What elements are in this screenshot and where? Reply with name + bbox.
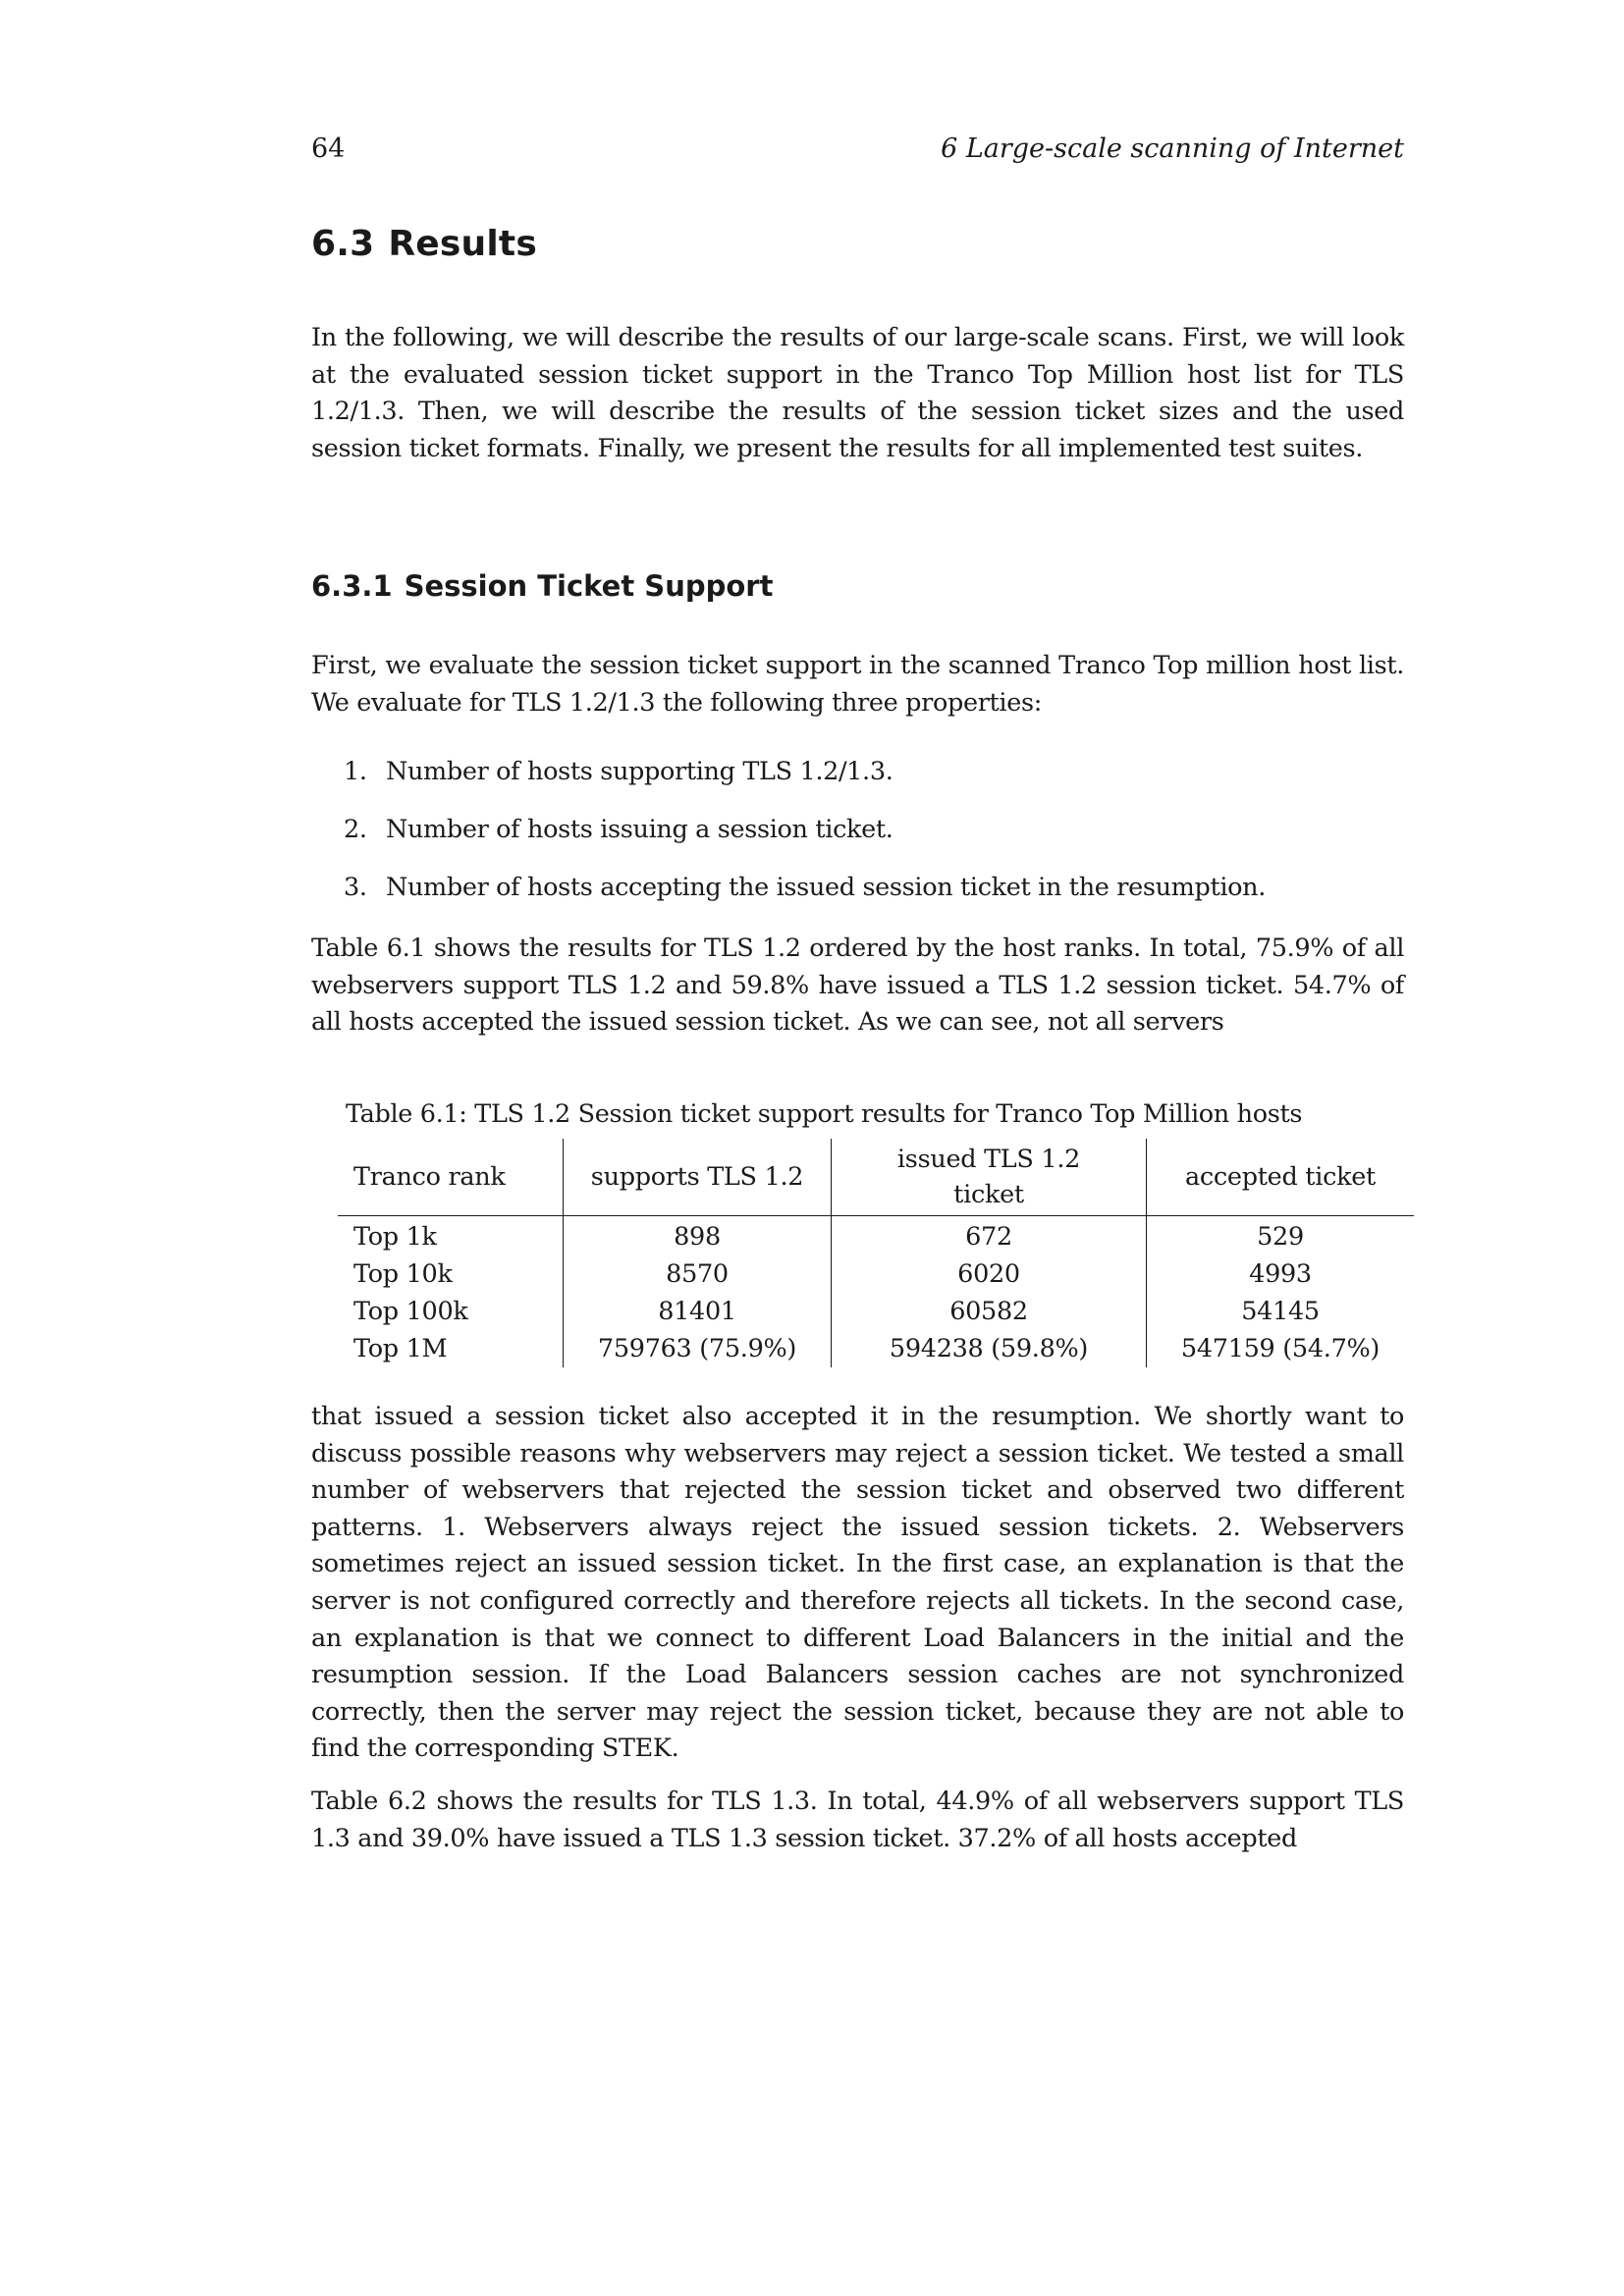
paragraph-tls12-results: Table 6.1 shows the results for TLS 1.2 ordered by the host ranks. In total, 75.9% of all webservers support TLS 1.2 and 59.8% have issued a TLS 1.2 session ticket. 54.7% of all hosts accepted the issued session ticket. As we can see, not all servers — [311, 934, 1404, 1038]
section-title: Results — [388, 224, 537, 264]
paragraph-tls13-results: Table 6.2 shows the results for TLS 1.3. In total, 44.9% of all webservers support TLS 1.3 and 39.0% have issued a TLS 1.3 session ticket. 37.2% of all hosts accepted — [311, 1787, 1404, 1853]
cell-rank: Top 100k — [353, 1297, 468, 1326]
cell-rank: Top 10k — [353, 1259, 453, 1289]
list-marker: 2. — [344, 815, 367, 844]
section-number: 6.3 — [311, 224, 375, 264]
cell-issued: 594238 (59.8%) — [832, 1330, 1147, 1367]
subsection-number: 6.3.1 — [311, 569, 393, 603]
intro-paragraph: In the following, we will describe the results of our large-scale scans. First, we will look at the evaluated session ticket support in the Tranco Top Million host list for TLS 1.2/1.3. Then, we will describe the results of the session ticket sizes and the used session ticket formats. Finally, we present the results for all implemented test suites. — [311, 323, 1404, 463]
properties-list — [311, 754, 1404, 928]
column-header-accepted: accepted ticket — [1147, 1139, 1415, 1216]
cell-accepted: 54145 — [1147, 1293, 1415, 1330]
chapter-title: 6 Large-scale scanning of Internet — [941, 133, 1404, 164]
paragraph-properties-intro: First, we evaluate the session ticket support in the scanned Tranco Top million host list. We evaluate for TLS 1.2/1.3 the following three properties: — [311, 651, 1404, 718]
cell-accepted: 4993 — [1147, 1255, 1415, 1293]
table-row — [338, 1255, 1414, 1293]
cell-supports: 898 — [564, 1216, 832, 1256]
cell-issued: 672 — [832, 1216, 1147, 1256]
cell-accepted: 529 — [1147, 1216, 1415, 1256]
list-item — [311, 870, 1404, 928]
list-item — [311, 754, 1404, 812]
cell-supports: 8570 — [564, 1255, 832, 1293]
cell-issued: 6020 — [832, 1255, 1147, 1293]
table-header-row — [338, 1139, 1414, 1216]
list-item-text: Number of hosts accepting the issued session ticket in the resumption. — [386, 873, 1266, 902]
cell-accepted: 547159 (54.7%) — [1147, 1330, 1415, 1367]
running-header — [311, 133, 1404, 173]
list-item-text: Number of hosts issuing a session ticket. — [386, 815, 893, 844]
results-table — [338, 1139, 1414, 1367]
list-item-text: Number of hosts supporting TLS 1.2/1.3. — [386, 757, 893, 786]
section-heading — [311, 224, 537, 264]
cell-supports: 81401 — [564, 1293, 832, 1330]
cell-rank: Top 1M — [353, 1334, 448, 1363]
cell-rank: Top 1k — [353, 1222, 437, 1252]
cell-issued: 60582 — [832, 1293, 1147, 1330]
subsection-title: Session Ticket Support — [404, 569, 774, 603]
column-header-issued — [832, 1139, 1147, 1216]
table-row — [338, 1293, 1414, 1330]
table-row — [338, 1216, 1414, 1256]
paragraph-rejection-discussion: that issued a session ticket also accepted it in the resumption. We shortly want to discuss possible reasons why webservers may reject a session ticket. We tested a small number of webservers that rejected the session ticket and observed two different patterns. 1. Webservers always reject the issued session tickets. 2. Webservers sometimes reject an issued session ticket. In the first case, an explanation is that the server is not configured correctly and therefore rejects all tickets. In the second case, an explanation is that we connect to different Load Balancers in the initial and the resumption session. If the Load Balancers session caches are not synchronized correctly, then the server may reject the session ticket, because they are not able to find the corresponding STEK. — [311, 1402, 1404, 1764]
cell-supports: 759763 (75.9%) — [564, 1330, 832, 1367]
table-row — [338, 1330, 1414, 1367]
column-header-rank: Tranco rank — [338, 1139, 564, 1216]
page-number: 64 — [311, 133, 346, 164]
list-marker: 3. — [344, 873, 367, 902]
subsection-heading — [311, 569, 773, 603]
list-item — [311, 812, 1404, 870]
column-header-issued-text: issued TLS 1.2 ticket — [896, 1145, 1081, 1209]
table-caption: Table 6.1: TLS 1.2 Session ticket support results for Tranco Top Million hosts — [346, 1099, 1303, 1129]
list-marker: 1. — [344, 757, 367, 786]
column-header-supports: supports TLS 1.2 — [564, 1139, 832, 1216]
